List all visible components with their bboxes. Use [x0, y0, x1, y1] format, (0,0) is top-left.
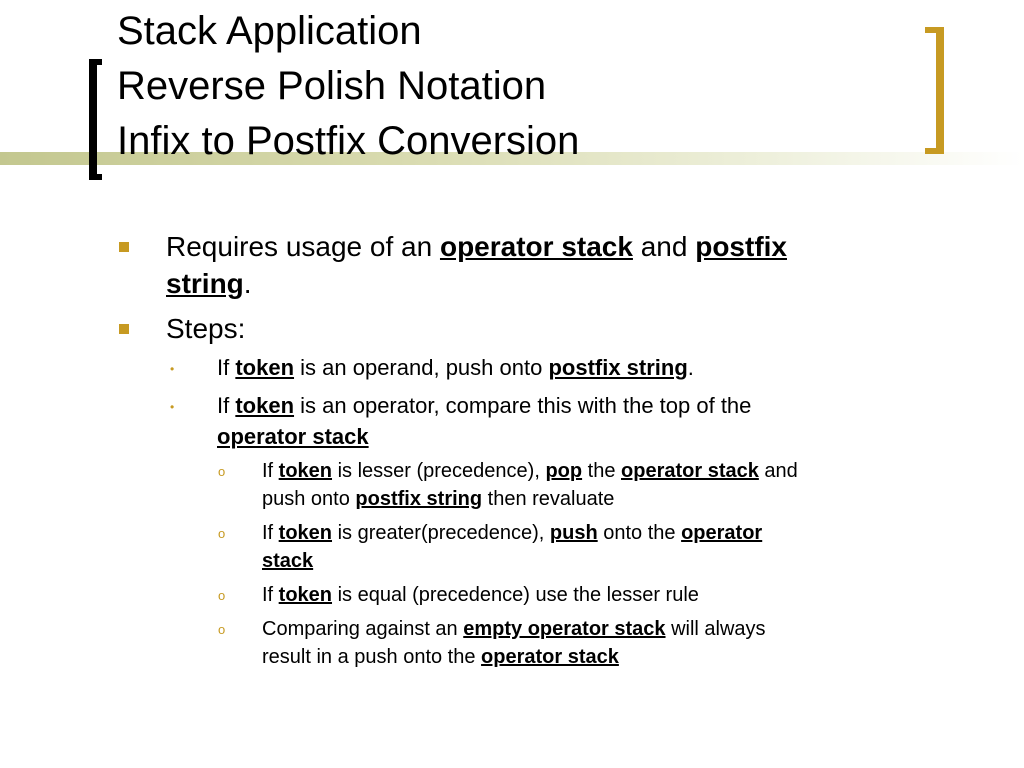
keyword-token: token	[278, 584, 333, 606]
rule-text: result in a push onto the	[262, 646, 482, 668]
keyword-postfix-string: postfix string	[548, 355, 688, 380]
bullet-steps	[166, 310, 245, 347]
rule-text: is lesser (precedence),	[332, 460, 546, 482]
rule-text: If	[262, 522, 279, 544]
title-line-2: Reverse Polish Notation	[117, 64, 547, 108]
keyword-operator-stack: operator stack	[621, 460, 759, 482]
keyword-push: push	[549, 522, 598, 544]
keyword-string: string	[166, 268, 244, 299]
keyword-token: token	[278, 460, 333, 482]
keyword-operator: operator	[681, 522, 763, 544]
bullet-text: Requires usage of an	[166, 231, 440, 262]
rule-text: is equal (precedence) use the lesser rule	[332, 584, 699, 606]
ring-bullet-icon: o	[218, 526, 226, 541]
keyword-pop: pop	[545, 460, 583, 482]
rule-greater-precedence	[262, 519, 962, 575]
dot-bullet-icon: •	[170, 400, 175, 414]
step-text: is an operand, push onto	[294, 355, 549, 380]
square-bullet-icon	[119, 242, 129, 252]
rule-text: is greater(precedence),	[332, 522, 550, 544]
rule-text: then revaluate	[482, 488, 615, 510]
step-text: If	[217, 393, 236, 418]
rule-text: will always	[665, 618, 766, 640]
title-line-3: Infix to Postfix Conversion	[117, 119, 580, 163]
step-operand	[217, 352, 694, 383]
keyword-postfix: postfix	[695, 231, 787, 262]
rule-text: If	[262, 460, 279, 482]
keyword-token: token	[278, 522, 333, 544]
step-text: is an operator, compare this with the top of the	[294, 393, 752, 418]
right-bracket-decoration	[925, 27, 944, 154]
rule-text: onto the	[597, 522, 682, 544]
rule-equal-precedence	[262, 581, 699, 609]
left-bracket-decoration	[89, 59, 102, 180]
bullet-text: .	[243, 268, 252, 299]
square-bullet-icon	[119, 324, 129, 334]
keyword-operator-stack: operator stack	[439, 231, 633, 262]
keyword-token: token	[235, 393, 295, 418]
ring-bullet-icon: o	[218, 622, 226, 637]
keyword-stack: stack	[262, 550, 314, 572]
dot-bullet-icon: •	[170, 362, 175, 376]
keyword-empty-operator-stack: empty operator stack	[463, 618, 666, 640]
rule-text: and	[758, 460, 798, 482]
bullet-operator-stack-usage	[166, 228, 946, 302]
rule-lesser-precedence	[262, 457, 962, 513]
keyword-operator-stack: operator stack	[481, 646, 619, 668]
rule-text: push onto	[262, 488, 356, 510]
step-text: If	[217, 355, 236, 380]
rule-empty-stack	[262, 615, 962, 671]
keyword-operator-stack: operator stack	[217, 424, 369, 449]
rule-text: the	[582, 460, 622, 482]
step-operator	[217, 390, 937, 452]
keyword-postfix-string: postfix string	[355, 488, 483, 510]
bullet-text: and	[632, 231, 696, 262]
rule-text: If	[262, 584, 279, 606]
keyword-token: token	[235, 355, 295, 380]
title-line-1: Stack Application	[117, 9, 422, 53]
slide-title	[117, 4, 579, 169]
ring-bullet-icon: o	[218, 464, 226, 479]
step-text: .	[687, 355, 694, 380]
rule-text: Comparing against an	[262, 618, 464, 640]
ring-bullet-icon: o	[218, 588, 226, 603]
bullet-text: Steps:	[166, 313, 246, 344]
